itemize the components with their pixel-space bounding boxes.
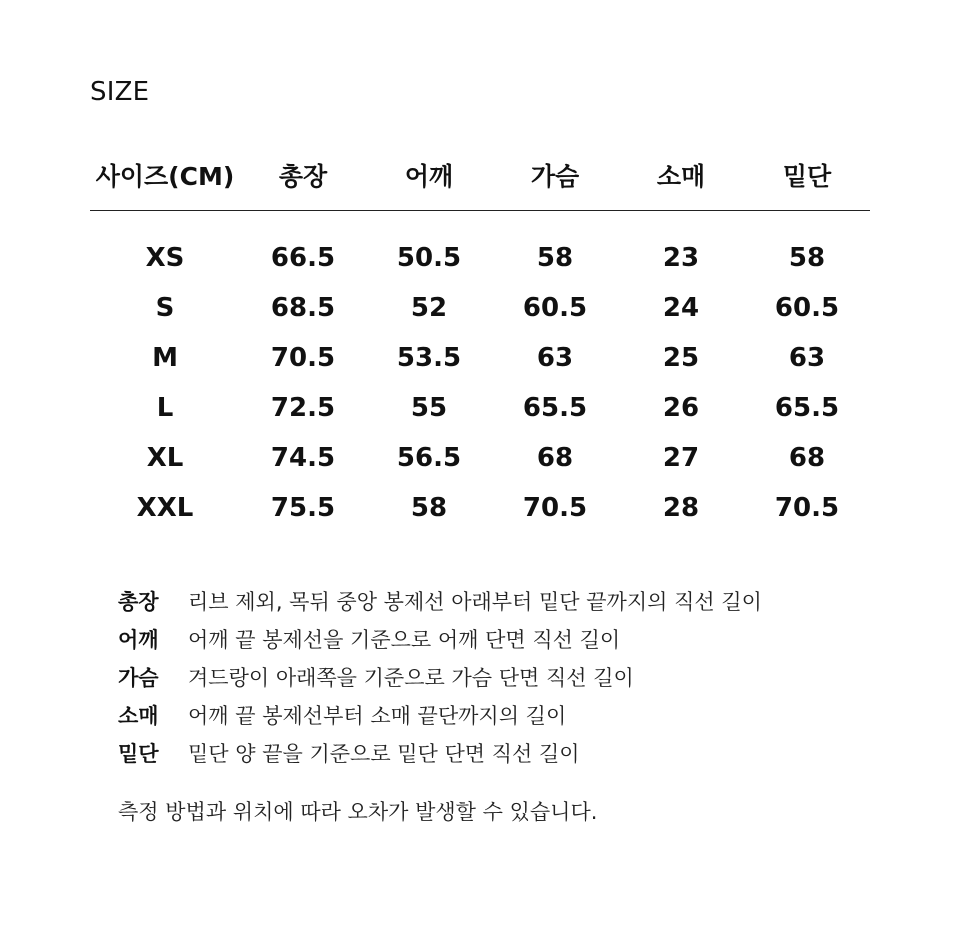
measurement-cell: 23: [662, 243, 700, 273]
measurement-cell: 58: [410, 493, 448, 523]
measurement-cell: 68: [536, 443, 574, 473]
page-title: SIZE: [90, 77, 150, 107]
table-row: [90, 333, 870, 383]
measurement-cell: 68: [788, 443, 826, 473]
note-item: [118, 620, 878, 658]
table-row: [90, 383, 870, 433]
measurement-cell: 75.5: [270, 493, 336, 523]
size-label-cell: M: [152, 343, 178, 373]
measurement-cell: 65.5: [522, 393, 588, 423]
note-description: 밑단 양 끝을 기준으로 밑단 단면 직선 길이: [188, 742, 580, 766]
measurement-cell: 72.5: [270, 393, 336, 423]
header-sleeve: 소매: [618, 150, 744, 211]
note-item: [118, 658, 878, 696]
table-row: [90, 283, 870, 333]
measurement-cell: 70.5: [774, 493, 840, 523]
table-row: [90, 233, 870, 283]
table-row: [90, 433, 870, 483]
measurement-cell: 27: [662, 443, 700, 473]
measurement-cell: 53.5: [396, 343, 462, 373]
note-description: 어깨 끝 봉제선부터 소매 끝단까지의 길이: [188, 704, 567, 728]
size-label-cell: XS: [145, 243, 185, 273]
size-label-cell: XXL: [136, 493, 194, 523]
size-label-cell: S: [155, 293, 175, 323]
measurement-cell: 58: [536, 243, 574, 273]
measurement-notes: [118, 582, 878, 772]
measurement-cell: 63: [536, 343, 574, 373]
measurement-cell: 66.5: [270, 243, 336, 273]
note-item: [118, 734, 878, 772]
table-spacer: [90, 211, 870, 234]
spacer-cell: [90, 211, 870, 234]
table-row: [90, 483, 870, 533]
measurement-cell: 24: [662, 293, 700, 323]
measurement-cell: 28: [662, 493, 700, 523]
measurement-cell: 60.5: [522, 293, 588, 323]
table-body: [90, 211, 870, 534]
measurement-cell: 74.5: [270, 443, 336, 473]
measurement-cell: 25: [662, 343, 700, 373]
measurement-cell: 58: [788, 243, 826, 273]
measurement-cell: 68.5: [270, 293, 336, 323]
measurement-cell: 52: [410, 293, 448, 323]
note-item: [118, 696, 878, 734]
header-size: 사이즈(CM): [90, 150, 240, 211]
measurement-cell: 63: [788, 343, 826, 373]
measurement-cell: 55: [410, 393, 448, 423]
header-hem: 밑단: [744, 150, 870, 211]
note-term: 총장: [118, 590, 159, 614]
measurement-cell: 50.5: [396, 243, 462, 273]
note-term: 가슴: [118, 666, 159, 690]
measurement-cell: 60.5: [774, 293, 840, 323]
measurement-cell: 70.5: [270, 343, 336, 373]
disclaimer: 측정 방법과 위치에 따라 오차가 발생할 수 있습니다.: [118, 800, 598, 824]
note-term: 밑단: [118, 742, 159, 766]
measurement-cell: 26: [662, 393, 700, 423]
measurement-cell: 56.5: [396, 443, 462, 473]
note-description: 겨드랑이 아래쪽을 기준으로 가슴 단면 직선 길이: [188, 666, 634, 690]
measurement-cell: 70.5: [522, 493, 588, 523]
header-chest: 가슴: [492, 150, 618, 211]
note-term: 소매: [118, 704, 159, 728]
size-table: [90, 150, 870, 533]
size-label-cell: L: [156, 393, 174, 423]
measurement-cell: 65.5: [774, 393, 840, 423]
note-description: 리브 제외, 목뒤 중앙 봉제선 아래부터 밑단 끝까지의 직선 길이: [188, 590, 762, 614]
note-term: 어깨: [118, 628, 159, 652]
header-length: 총장: [240, 150, 366, 211]
note-item: [118, 582, 878, 620]
size-label-cell: XL: [146, 443, 184, 473]
note-description: 어깨 끝 봉제선을 기준으로 어깨 단면 직선 길이: [188, 628, 621, 652]
table-header-row: [90, 150, 870, 211]
header-shoulder: 어깨: [366, 150, 492, 211]
